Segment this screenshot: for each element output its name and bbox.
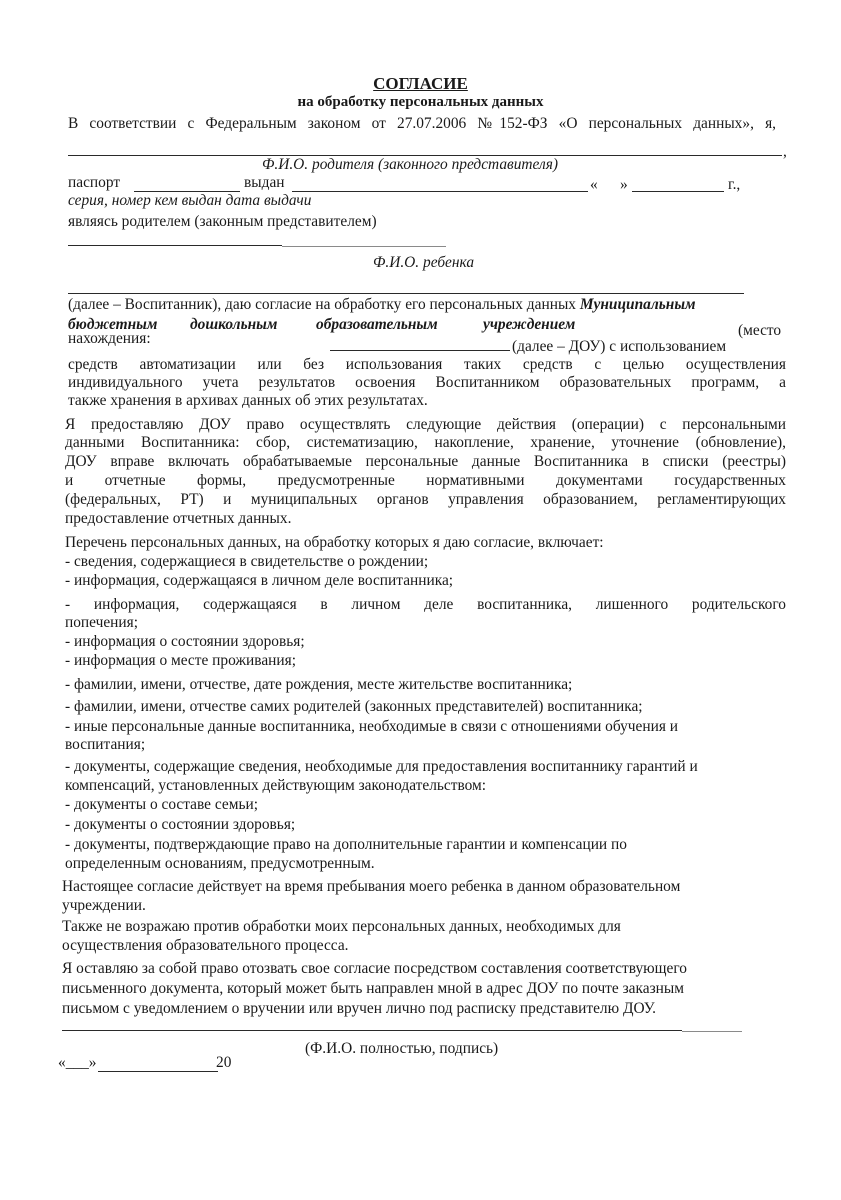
consent-line-5: индивидуального учета результатов освоения Воспитанником образовательных программ, а (68, 374, 786, 391)
list-item: - документы о составе семьи; (65, 796, 258, 813)
list-heading: Перечень персональных данных, на обработку которых я даю согласие, включает: (65, 534, 604, 551)
list-item: - информация о состоянии здоровья; (65, 633, 305, 650)
signature-line (62, 1030, 682, 1031)
issue-date-line (632, 191, 724, 192)
validity-line-1: Настоящее согласие действует на время пребывания моего ребенка в данном образовательном (62, 878, 681, 895)
child-name-line-1 (68, 245, 282, 246)
org-word-institution: учреждением (483, 316, 576, 333)
consent-line-1 (68, 296, 696, 314)
list-item-continuation: компенсаций, установленных действующим законодательством: (65, 777, 487, 794)
list-item-continuation: определенным основаниям, предусмотренным. (65, 855, 375, 872)
list-item: - сведения, содержащиеся в свидетельстве о рождении; (65, 553, 429, 570)
passport-label: паспорт (68, 174, 121, 191)
list-item: - информация о месте проживания; (65, 652, 297, 669)
also-line-2: осуществления образовательного процесса. (62, 937, 349, 954)
year-suffix: г., (728, 176, 741, 193)
child-name-line-2 (282, 246, 446, 247)
child-name-extra-line (68, 293, 744, 294)
child-name-caption: Ф.И.О. ребенка (373, 254, 475, 271)
consent-line-4: средств автоматизации или без использования таких средств с целью осуществления (68, 356, 786, 373)
list-item: - фамилии, имени, отчестве самих родителей (законных представителей) воспитанника; (65, 698, 643, 715)
also-line-1: Также не возражаю против обработки моих персональных данных, необходимых для (62, 918, 621, 935)
list-item: - документы о состоянии здоровья; (65, 816, 296, 833)
org-word-preschool: дошкольным (190, 316, 278, 333)
footer-year: 20 (216, 1054, 232, 1071)
rights-line-2: данными Воспитанника: сбор, систематизацию, накопление, хранение, уточнение (обновление), (65, 434, 786, 451)
list-item: - фамилии, имени, отчестве, дате рождения, месте жительстве воспитанника; (65, 676, 573, 693)
org-word-educational: образовательным (316, 316, 438, 333)
list-item-continuation: воспитания; (65, 736, 146, 753)
date-close-quote: » (620, 176, 628, 193)
being-parent-text: являясь родителем (законным представителем) (68, 213, 377, 230)
location-label: нахождения: (68, 330, 151, 347)
parent-line-comma: , (783, 143, 787, 160)
rights-line-6: предоставление отчетных данных. (65, 510, 292, 527)
consent-line-6: также хранения в архивах данных об этих результатах. (68, 392, 428, 409)
rights-line-3: ДОУ вправе включать обрабатываемые персональные данные Воспитанника в списки (реестры) (65, 453, 786, 470)
list-item: - информация, содержащаяся в личном деле воспитанника, лишенного родительского (65, 596, 786, 613)
revoke-line-1: Я оставляю за собой право отозвать свое согласие посредством составления соответствующего (62, 960, 687, 977)
location-label-start: (место (738, 322, 782, 339)
revoke-line-3: письмом с уведомлением о вручении или вручен лично под расписку представителю ДОУ. (62, 1000, 656, 1017)
issued-by-line (292, 191, 588, 192)
list-item-continuation: попечения; (65, 614, 139, 631)
passport-caption: серия, номер кем выдан дата выдачи (68, 192, 312, 209)
signature-caption: (Ф.И.О. полностью, подпись) (305, 1040, 499, 1057)
rights-line-1: Я предоставляю ДОУ право осуществлять следующие действия (операции) с персональными (65, 416, 786, 433)
consent-line-1-text: (далее – Воспитанник), даю согласие на обработку его персональных данных (68, 296, 576, 313)
organization-name-start: Муниципальным (579, 296, 696, 313)
rights-line-5: (федеральных, РТ) и муниципальных органов управления образованием, регламентирующих (65, 491, 786, 508)
signature-line-tail (682, 1031, 742, 1032)
location-line (330, 350, 510, 351)
revoke-line-2: письменного документа, который может быть направлен мной в адрес ДОУ по почте заказным (62, 980, 684, 997)
validity-line-2: учреждении. (62, 897, 146, 914)
list-item: - иные персональные данные воспитанника, необходимые в связи с отношениями обучения и (65, 718, 679, 735)
dou-definition: (далее – ДОУ) с использованием (512, 338, 727, 355)
list-item: - информация, содержащаяся в личном деле воспитанника; (65, 572, 454, 589)
parent-name-caption: Ф.И.О. родителя (законного представителя) (262, 156, 558, 173)
date-open-quote: « (590, 176, 598, 193)
list-item: - документы, подтверждающие право на дополнительные гарантии и компенсации по (65, 836, 627, 853)
footer-date-field: «___» (58, 1054, 97, 1071)
rights-line-4: и отчетные формы, предусмотренные нормативными документами государственных (65, 472, 786, 489)
document-title: СОГЛАСИЕ (373, 74, 468, 93)
list-item: - документы, содержащие сведения, необходимые для предоставления воспитаннику гарантий и (65, 758, 698, 775)
footer-month-line (98, 1071, 218, 1072)
intro-text: В соответствии с Федеральным законом от 27.07.2006 №152-ФЗ «О персональных данных», я, (68, 115, 776, 132)
org-word-budget: бюджетным (68, 316, 158, 333)
document-subtitle: на обработку персональных данных (297, 94, 544, 110)
issued-label: выдан (244, 174, 285, 191)
